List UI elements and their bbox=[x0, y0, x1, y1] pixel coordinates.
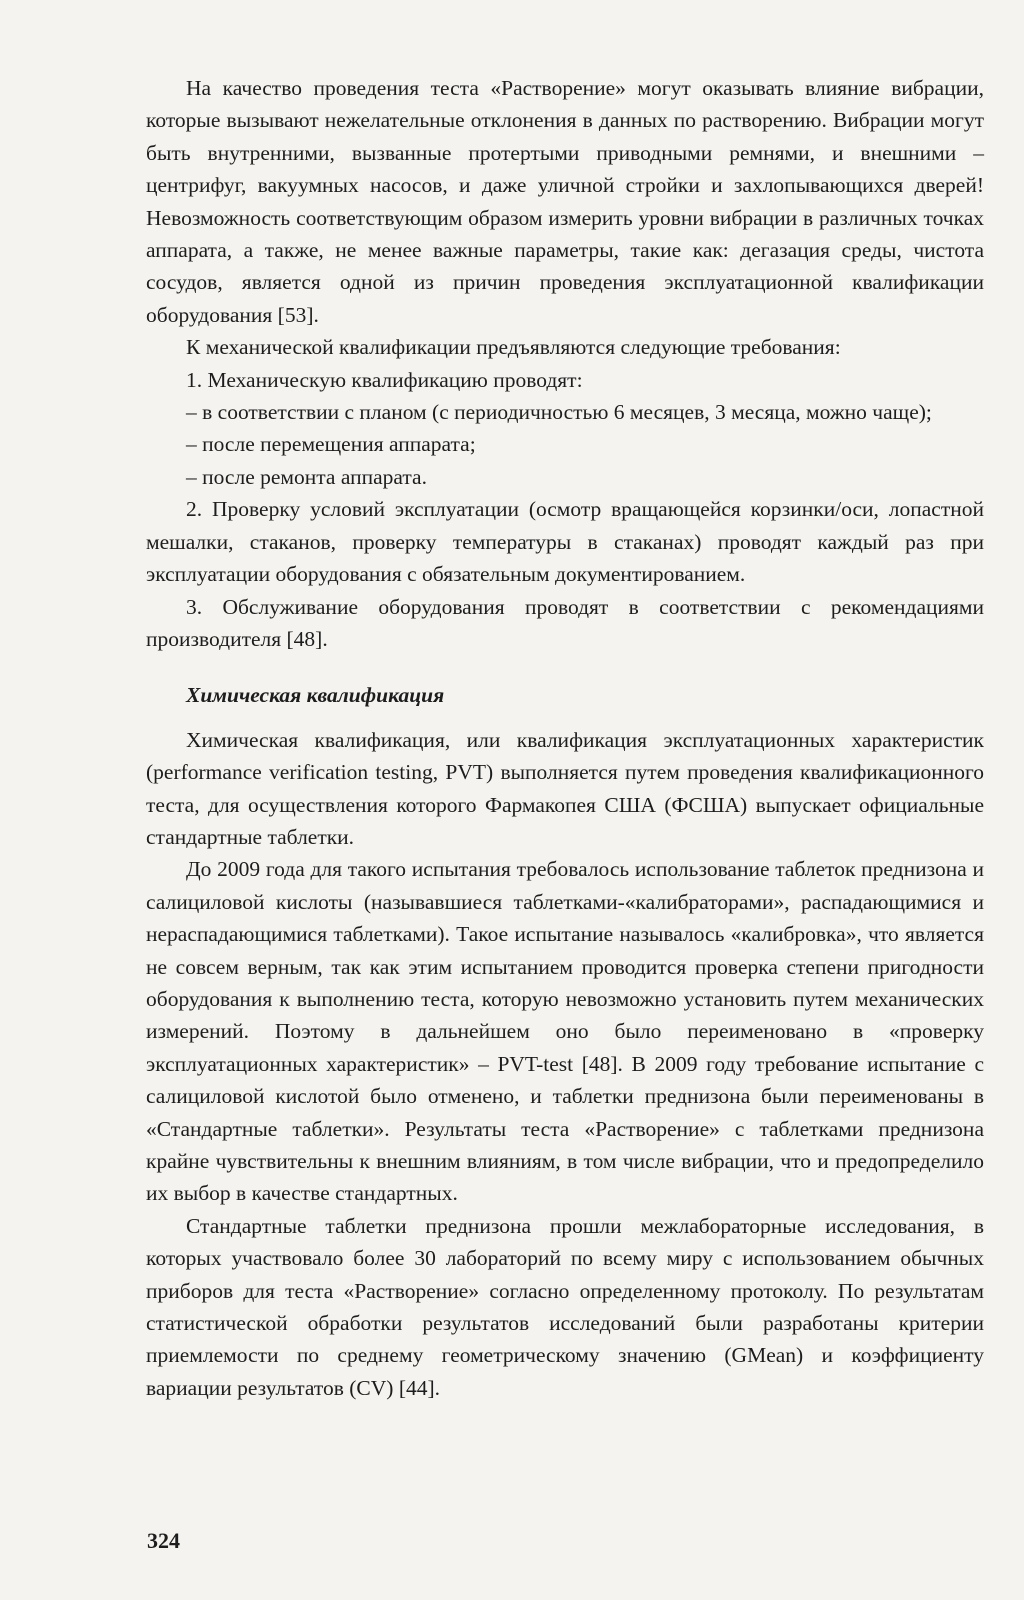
list-subitem-plan: – в соответствии с планом (с периодичностью 6 месяцев, 3 месяца, можно чаще); bbox=[186, 400, 932, 425]
paragraph-vibration: На качество проведения теста «Растворение» могут оказывать влияние вибрации, которые вызывают нежелательные отклонения в данных по растворению. Вибрации могут быть внутренними, вызванные протертыми приводными ремнями, и внешними – центрифуг, вакуумных насосов, и даже уличной стройки и захлопывающихся дверей! Невозможность соответствующим образом измерить уровни вибрации в различных точках аппарата, а также, не менее важные параметры, такие как: дегазация среды, чистота сосудов, является одной из причин проведения эксплуатационной квалификации оборудования [53]. bbox=[146, 76, 984, 327]
paragraph-interlab-studies: Стандартные таблетки преднизона прошли межлабораторные исследования, в которых участвовало более 30 лабораторий по всему миру с использованием обычных приборов для теста «Растворение» согласно определенному протоколу. По результатам статистической обработки результатов исследований были разработаны критерии приемлемости по среднему геометрическому значению (GMean) и коэффициенту вариации результатов (CV) [44]. bbox=[146, 1213, 984, 1400]
list-item-2: 2. Проверку условий эксплуатации (осмотр вращающейся корзинки/оси, лопастной мешалки, стаканов, проверку температуры в стаканах) проводят каждый раз при эксплуатации оборудования с обязательным документированием. bbox=[146, 497, 984, 587]
page-number: 324 bbox=[147, 1528, 180, 1553]
list-subitem-relocation: – после перемещения аппарата; bbox=[186, 432, 476, 457]
section-heading: Химическая квалификация bbox=[186, 683, 445, 708]
paragraph-chemical-qualification: Химическая квалификация, или квалификация эксплуатационных характеристик (performance verification testing, PVT) выполняется путем проведения квалификационного теста, для осуществления которого Фармакопея США (ФСША) выпускает официальные стандартные таблетки. bbox=[146, 727, 984, 849]
page-text bbox=[146, 72, 984, 1404]
paragraph-requirements-intro: К механической квалификации предъявляются следующие требования: bbox=[186, 335, 841, 360]
list-item-3: 3. Обслуживание оборудования проводят в соответствии с рекомендациями производителя [48]. bbox=[146, 594, 984, 651]
list-subitem-repair: – после ремонта аппарата. bbox=[186, 464, 427, 489]
list-item-1: 1. Механическую квалификацию проводят: bbox=[186, 367, 583, 392]
paragraph-history: До 2009 года для такого испытания требовалось использование таблеток преднизона и салициловой кислоты (называвшиеся таблетками-«калибраторами», распадающимися и нераспадающимися таблетками). Такое испытание называлось «калибровка», что является не совсем верным, так как этим испытанием проводится проверка степени пригодности оборудования к выполнению теста, которую невозможно установить путем механических измерений. Поэтому в дальнейшем оно было переименовано в «проверку эксплуатационных характеристик» – PVT-test [48]. В 2009 году требование испытание с салициловой кислотой было отменено, и таблетки преднизона были переименованы в «Стандартные таблетки». Результаты теста «Растворение» с таблетками преднизона крайне чувствительны к внешним влияниям, в том числе вибрации, что и предопределило их выбор в качестве стандартных. bbox=[146, 857, 984, 1206]
